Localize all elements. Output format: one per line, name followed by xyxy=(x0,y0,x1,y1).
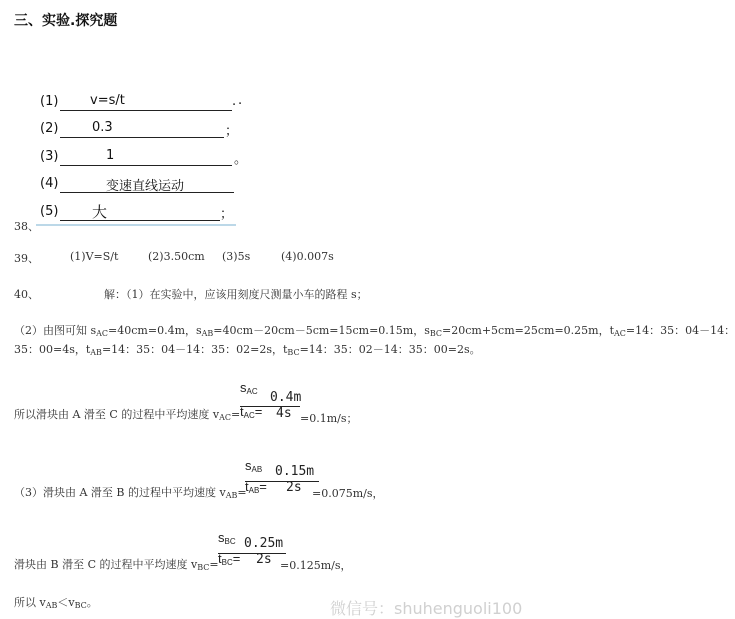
answer-number: (5) xyxy=(40,204,59,219)
answer-value: 大 xyxy=(92,203,108,221)
answer-suffix: 。 xyxy=(234,152,248,167)
denominator-symbol xyxy=(218,551,240,567)
answer-line-4 xyxy=(40,176,240,196)
section-title: 三、实验.探究题 xyxy=(14,13,118,29)
question-38-label: 38、 xyxy=(14,220,39,233)
answer-number: (4) xyxy=(40,176,59,191)
text-segment: =14：35：04－14：35：02=2s，t xyxy=(101,343,288,356)
text-segment: t xyxy=(218,551,222,566)
answer-value: 变速直线运动 xyxy=(106,179,185,194)
subscript: BC xyxy=(74,601,87,610)
question-40-label: 40、 xyxy=(14,288,39,301)
subscript: AC xyxy=(219,413,231,422)
answer-line-5 xyxy=(40,204,250,226)
text-segment: = xyxy=(232,551,241,566)
subscript: AB xyxy=(201,329,214,338)
subscript: BC xyxy=(197,563,210,572)
q40-part2-line1 xyxy=(14,322,735,338)
subscript: AC xyxy=(243,411,255,420)
text-segment: =20cm+5cm=25cm=0.25m，t xyxy=(442,324,615,337)
text-segment: =14：35：04－14： xyxy=(625,324,735,337)
text-segment: =40cm=0.4m，s xyxy=(108,324,202,337)
text-segment: t xyxy=(245,479,249,494)
denominator-symbol xyxy=(245,479,267,495)
formula-label xyxy=(14,406,240,422)
answer-underline xyxy=(60,220,220,221)
denominator-symbol xyxy=(240,404,262,420)
formula-result: =0.125m/s， xyxy=(280,559,352,572)
subscript: AC xyxy=(96,329,109,338)
formula-vac xyxy=(0,378,640,428)
subscript: AC xyxy=(246,387,258,396)
subscript: AB xyxy=(90,348,102,357)
text-segment: （3）滑块由 A 滑至 B 的过程中平均速度 v xyxy=(14,486,226,499)
text-segment: = xyxy=(237,486,247,499)
q39-part-1: (1)V=S/t xyxy=(70,250,119,263)
formula-label xyxy=(14,556,219,572)
text-segment: ＜v xyxy=(57,596,75,609)
text-segment: 滑块由 B 滑至 C 的过程中平均速度 v xyxy=(14,558,198,571)
answer-suffix: . xyxy=(238,93,243,108)
subscript: BC xyxy=(224,537,236,546)
answer-underline xyxy=(60,165,232,166)
numerator-symbol xyxy=(245,458,262,474)
text-segment: 所以滑块由 A 滑至 C 的过程中平均速度 v xyxy=(14,408,220,421)
q39-part-4: (4)0.007s xyxy=(281,250,334,263)
subscript: AB xyxy=(45,601,58,610)
subscript: BC xyxy=(429,329,443,338)
subscript: BC xyxy=(221,558,233,567)
answer-image-border xyxy=(36,224,236,226)
numerator-symbol xyxy=(218,530,236,546)
subscript: AB xyxy=(248,486,260,495)
subscript: AB xyxy=(251,465,263,474)
numerator-value: 0.4m xyxy=(270,390,302,405)
text-segment: 所以 v xyxy=(14,596,46,609)
answer-value: 0.3 xyxy=(92,120,113,135)
text-segment: =40cm－20cm－5cm=15cm=0.15m，s xyxy=(213,324,430,337)
denominator-value: 4s xyxy=(276,406,292,421)
answer-value: 1 xyxy=(106,148,115,163)
text-segment: s xyxy=(218,530,225,545)
answer-line-2 xyxy=(40,121,250,141)
answer-extra-dot: . xyxy=(232,94,237,109)
text-segment: =14：35：02－14：35：00=2s。 xyxy=(299,343,481,356)
answer-number: (1) xyxy=(40,94,59,109)
subscript: BC xyxy=(287,348,300,357)
subscript: AC xyxy=(614,329,626,338)
question-39-label: 39、 xyxy=(14,252,39,265)
denominator-value: 2s xyxy=(286,480,302,495)
numerator-value: 0.25m xyxy=(244,536,284,551)
answer-underline xyxy=(60,110,232,111)
formula-vab xyxy=(0,456,640,506)
formula-vbc xyxy=(0,528,640,578)
answer-number: (2) xyxy=(40,121,59,136)
q40-intro: 解：（1）在实验中，应该用刻度尺测量小车的路程 s； xyxy=(104,288,368,301)
text-segment: s xyxy=(245,458,252,473)
answer-suffix: ； xyxy=(225,124,239,139)
numerator-value: 0.15m xyxy=(275,464,315,479)
text-segment: s xyxy=(240,380,247,395)
subscript: AB xyxy=(225,491,238,500)
denominator-value: 2s xyxy=(256,552,272,567)
answer-number: (3) xyxy=(40,149,59,164)
answer-line-3 xyxy=(40,149,250,169)
numerator-symbol xyxy=(240,380,258,396)
conclusion xyxy=(14,594,98,610)
q39-part-3: (3)5s xyxy=(222,250,251,263)
q40-part2-line2 xyxy=(14,341,481,357)
text-segment: = xyxy=(259,479,267,494)
answer-suffix: ； xyxy=(220,207,234,222)
formula-result: =0.1m/s； xyxy=(300,412,358,425)
formula-label xyxy=(14,484,247,500)
answer-value: v=s/t xyxy=(90,93,125,108)
watermark: 微信号：shuhenguoli100 xyxy=(330,599,523,618)
answer-line-1 xyxy=(40,94,250,114)
text-segment: （2）由图可知 s xyxy=(14,324,97,337)
answer-underline xyxy=(60,137,224,138)
text-segment: = xyxy=(230,408,241,421)
text-segment: 。 xyxy=(86,596,98,609)
text-segment: 35：00=4s，t xyxy=(14,343,91,356)
text-segment: = xyxy=(209,558,219,571)
formula-result: =0.075m/s， xyxy=(312,487,384,500)
text-segment: = xyxy=(254,404,263,419)
text-segment: t xyxy=(240,404,244,419)
q39-part-2: (2)3.50cm xyxy=(148,250,205,263)
